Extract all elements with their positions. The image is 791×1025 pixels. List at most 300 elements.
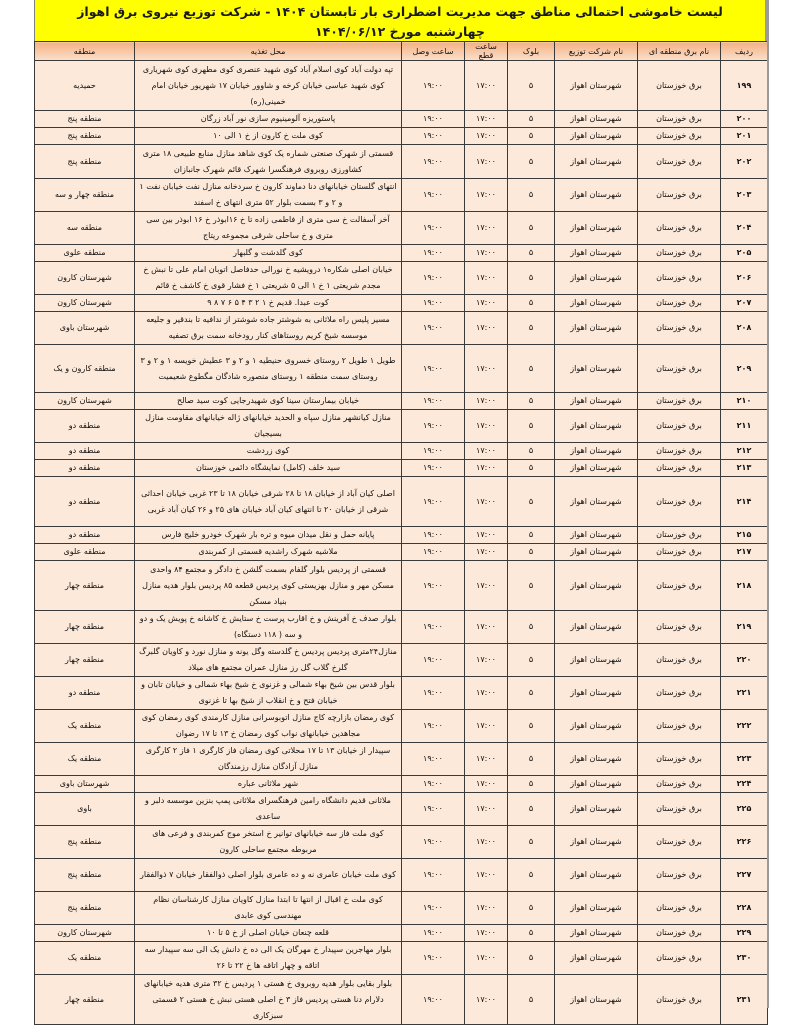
region-name: شهرستان باوی	[35, 776, 135, 793]
block-number: ۵	[508, 245, 555, 262]
feed-location: ملاشیه شهرک راشدیه قسمتی از کمربندی	[135, 544, 402, 561]
cut-time: ۱۷:۰۰	[465, 859, 508, 892]
table-row	[35, 611, 768, 644]
distribution-company: شهرستان اهواز	[555, 61, 638, 111]
table-row	[35, 245, 768, 262]
block-number: ۵	[508, 793, 555, 826]
distribution-company: شهرستان اهواز	[555, 477, 638, 527]
feed-location: سپیدار از خیابان ۱۳ تا ۱۷ محلاتی کوی رمضان فاز کارگری ۱ فاز ۲ کارگری منازل آزادگان منازل رزمندگان	[135, 743, 402, 776]
block-number: ۵	[508, 477, 555, 527]
table-row	[35, 710, 768, 743]
block-number: ۵	[508, 776, 555, 793]
region-name: منطقه چهار	[35, 644, 135, 677]
block-number: ۵	[508, 743, 555, 776]
feed-location: منازل۲۴متری پردیس پردیس خ گلدسته وگل یونه و منازل نورد و کاویان گلبرگ گلرخ گلاب گل رز منازل عمران مجتمع های میلاد	[135, 644, 402, 677]
feed-location: قلعه چنعان خیابان اصلی از خ ۵ تا ۱۰	[135, 925, 402, 942]
cut-time: ۱۷:۰۰	[465, 393, 508, 410]
row-number: ۲۲۸	[721, 892, 768, 925]
block-number: ۵	[508, 826, 555, 859]
cut-time: ۱۷:۰۰	[465, 975, 508, 1025]
connect-time: ۱۹:۰۰	[402, 611, 465, 644]
distribution-company: شهرستان اهواز	[555, 128, 638, 145]
connect-time: ۱۹:۰۰	[402, 826, 465, 859]
block-number: ۵	[508, 262, 555, 295]
regional-company: برق خوزستان	[638, 345, 721, 393]
feed-location: کوی ملت خیابان عامری نه و ده عامری بلوار اصلی ذوالفقار خیابان ۷ ذوالفقار	[135, 859, 402, 892]
page-edge-shadow	[767, 0, 769, 1008]
feed-location: قسمتی از شهرک صنعتی شماره یک کوی شاهد منازل منابع طبیعی ۱۸ متری کشاورزی روبروی فرهنگسرا شهرک قائم شهرک جانبازان	[135, 145, 402, 179]
region-name: منطقه یک	[35, 942, 135, 975]
connect-time: ۱۹:۰۰	[402, 544, 465, 561]
table-row	[35, 295, 768, 312]
table-row	[35, 677, 768, 710]
connect-time: ۱۹:۰۰	[402, 793, 465, 826]
block-number: ۵	[508, 443, 555, 460]
col-header-connect-time: ساعت وصل	[402, 42, 465, 61]
feed-location: اصلی کیان آباد از خیابان ۱۸ تا ۲۸ شرقی خیابان ۱۸ تا ۲۳ غربی خیابان احداثی شرقی از خیابان ۲۰ تا انتهای کیان آباد خیابان های ۲۵ و ۲۶ کیان آباد غربی	[135, 477, 402, 527]
table-row	[35, 212, 768, 245]
distribution-company: شهرستان اهواز	[555, 179, 638, 212]
regional-company: برق خوزستان	[638, 312, 721, 345]
cut-time: ۱۷:۰۰	[465, 61, 508, 111]
table-row	[35, 826, 768, 859]
cut-time: ۱۷:۰۰	[465, 345, 508, 393]
connect-time: ۱۹:۰۰	[402, 942, 465, 975]
region-name: منطقه دو	[35, 527, 135, 544]
cut-time: ۱۷:۰۰	[465, 410, 508, 443]
col-header-cut-time: ساعت قطع	[465, 42, 508, 61]
regional-company: برق خوزستان	[638, 561, 721, 611]
block-number: ۵	[508, 859, 555, 892]
regional-company: برق خوزستان	[638, 460, 721, 477]
table-row	[35, 925, 768, 942]
feed-location: کوی زردشت	[135, 443, 402, 460]
distribution-company: شهرستان اهواز	[555, 212, 638, 245]
title-banner	[34, 0, 767, 41]
feed-location: کوی ملت خ اقبال از انتها تا ابتدا منازل کاویان منازل کارشناسان نظام مهندسی کوی عابدی	[135, 892, 402, 925]
connect-time: ۱۹:۰۰	[402, 245, 465, 262]
distribution-company: شهرستان اهواز	[555, 544, 638, 561]
connect-time: ۱۹:۰۰	[402, 111, 465, 128]
connect-time: ۱۹:۰۰	[402, 443, 465, 460]
regional-company: برق خوزستان	[638, 212, 721, 245]
row-number: ۲۱۰	[721, 393, 768, 410]
feed-location: کوی گلدشت و گلبهار	[135, 245, 402, 262]
distribution-company: شهرستان اهواز	[555, 527, 638, 544]
region-name: شهرستان کارون	[35, 393, 135, 410]
cut-time: ۱۷:۰۰	[465, 561, 508, 611]
cut-time: ۱۷:۰۰	[465, 179, 508, 212]
regional-company: برق خوزستان	[638, 477, 721, 527]
cut-time: ۱۷:۰۰	[465, 710, 508, 743]
row-number: ۲۳۱	[721, 975, 768, 1025]
distribution-company: شهرستان اهواز	[555, 312, 638, 345]
block-number: ۵	[508, 345, 555, 393]
regional-company: برق خوزستان	[638, 975, 721, 1025]
table-row	[35, 111, 768, 128]
col-header-feed-location: محل تغذیه	[135, 42, 402, 61]
table-row	[35, 793, 768, 826]
region-name: منطقه چهار	[35, 561, 135, 611]
table-row	[35, 443, 768, 460]
connect-time: ۱۹:۰۰	[402, 561, 465, 611]
cut-time: ۱۷:۰۰	[465, 527, 508, 544]
table-row	[35, 544, 768, 561]
sheet-date: چهارشنبه مورخ ۱۴۰۴/۰۶/۱۲	[315, 24, 485, 39]
row-number: ۲۱۷	[721, 544, 768, 561]
regional-company: برق خوزستان	[638, 145, 721, 179]
region-name: منطقه چهار و سه	[35, 179, 135, 212]
cut-time: ۱۷:۰۰	[465, 544, 508, 561]
table-row	[35, 410, 768, 443]
row-number: ۲۰۹	[721, 345, 768, 393]
feed-location: کوی ملت فاز سه خیابانهای توانیر خ استخر موج کمربندی و فرعی های مربوطه مجتمع ساحلی کارون	[135, 826, 402, 859]
distribution-company: شهرستان اهواز	[555, 145, 638, 179]
row-number: ۲۲۲	[721, 710, 768, 743]
regional-company: برق خوزستان	[638, 826, 721, 859]
table-row	[35, 859, 768, 892]
block-number: ۵	[508, 212, 555, 245]
feed-location: بلوار صدف خ آفرینش و خ اقارب پرست خ ستایش خ کاشانه خ پویش یک و دو و سه ( ۱۱۸ دستگاه)	[135, 611, 402, 644]
feed-location: شهر ملاثانی عباره	[135, 776, 402, 793]
block-number: ۵	[508, 410, 555, 443]
block-number: ۵	[508, 179, 555, 212]
feed-location: ملاثانی قدیم دانشگاه رامین فرهنگسرای ملاثانی پمپ بنزین موسسه دلبر و ساعدی	[135, 793, 402, 826]
row-number: ۲۰۶	[721, 262, 768, 295]
table-body	[35, 61, 768, 1025]
connect-time: ۱۹:۰۰	[402, 892, 465, 925]
row-number: ۲۰۴	[721, 212, 768, 245]
connect-time: ۱۹:۰۰	[402, 859, 465, 892]
region-name: شهرستان کارون	[35, 295, 135, 312]
col-header-row: ردیف	[721, 42, 768, 61]
regional-company: برق خوزستان	[638, 544, 721, 561]
block-number: ۵	[508, 710, 555, 743]
table-row	[35, 312, 768, 345]
region-name: منطقه پنج	[35, 826, 135, 859]
row-number: ۲۰۷	[721, 295, 768, 312]
row-number: ۲۱۱	[721, 410, 768, 443]
row-number: ۲۲۶	[721, 826, 768, 859]
row-number: ۲۰۰	[721, 111, 768, 128]
connect-time: ۱۹:۰۰	[402, 345, 465, 393]
connect-time: ۱۹:۰۰	[402, 477, 465, 527]
distribution-company: شهرستان اهواز	[555, 793, 638, 826]
col-header-company: نام شرکت توزیع	[555, 42, 638, 61]
feed-location: مسیر پلیس راه ملاثانی به شوشتر جاده شوشتر از ندافیه تا بندقیر و جلیعه موسسه شیخ کریم روستاهای کنار رودخانه سمت برق تصفیه	[135, 312, 402, 345]
row-number: ۲۲۷	[721, 859, 768, 892]
regional-company: برق خوزستان	[638, 393, 721, 410]
regional-company: برق خوزستان	[638, 644, 721, 677]
regional-company: برق خوزستان	[638, 925, 721, 942]
row-number: ۲۲۵	[721, 793, 768, 826]
connect-time: ۱۹:۰۰	[402, 179, 465, 212]
block-number: ۵	[508, 677, 555, 710]
region-name: منطقه چهار	[35, 975, 135, 1025]
cut-time: ۱۷:۰۰	[465, 942, 508, 975]
row-number: ۲۱۳	[721, 460, 768, 477]
distribution-company: شهرستان اهواز	[555, 262, 638, 295]
regional-company: برق خوزستان	[638, 111, 721, 128]
table-header-row	[35, 42, 768, 61]
row-number: ۲۲۹	[721, 925, 768, 942]
sheet-title: لیست خاموشی احتمالی مناطق جهت مدیریت اضطراری بار تابستان ۱۴۰۴ - شرکت توزیع نیروی برق اهواز	[77, 4, 723, 19]
cut-time: ۱۷:۰۰	[465, 111, 508, 128]
distribution-company: شهرستان اهواز	[555, 892, 638, 925]
table-row	[35, 561, 768, 611]
regional-company: برق خوزستان	[638, 262, 721, 295]
connect-time: ۱۹:۰۰	[402, 527, 465, 544]
regional-company: برق خوزستان	[638, 61, 721, 111]
table-row	[35, 128, 768, 145]
regional-company: برق خوزستان	[638, 128, 721, 145]
feed-location: خیابان بیمارستان سینا کوی شهیدرجایی کوت سید صالح	[135, 393, 402, 410]
feed-location: بلوار قدس بین شیخ بهاء شمالی و غزنوی خ شیخ بهاء شمالی و خیابان تابان و خیابان فتح و خ انقلاب از شیخ بها تا غزنوی	[135, 677, 402, 710]
row-number: ۲۰۲	[721, 145, 768, 179]
connect-time: ۱۹:۰۰	[402, 295, 465, 312]
block-number: ۵	[508, 561, 555, 611]
connect-time: ۱۹:۰۰	[402, 743, 465, 776]
regional-company: برق خوزستان	[638, 611, 721, 644]
feed-location: کوی رمضان بازارچه کاج منازل اتوبوسرانی منازل کارمندی کوی رمضان کوی مجاهدین خیابانهای نواب کوی رمضان خ ۱۳ تا ۱۷ رضوان	[135, 710, 402, 743]
block-number: ۵	[508, 527, 555, 544]
connect-time: ۱۹:۰۰	[402, 312, 465, 345]
connect-time: ۱۹:۰۰	[402, 61, 465, 111]
connect-time: ۱۹:۰۰	[402, 677, 465, 710]
regional-company: برق خوزستان	[638, 942, 721, 975]
col-header-region: منطقه	[35, 42, 135, 61]
row-number: ۲۰۱	[721, 128, 768, 145]
distribution-company: شهرستان اهواز	[555, 925, 638, 942]
feed-location: پایانه حمل و نقل میدان میوه و تره بار شهرک خودرو خلیج فارس	[135, 527, 402, 544]
region-name: منطقه پنج	[35, 145, 135, 179]
distribution-company: شهرستان اهواز	[555, 410, 638, 443]
cut-time: ۱۷:۰۰	[465, 892, 508, 925]
distribution-company: شهرستان اهواز	[555, 942, 638, 975]
col-header-block: بلوک	[508, 42, 555, 61]
distribution-company: شهرستان اهواز	[555, 611, 638, 644]
cut-time: ۱۷:۰۰	[465, 677, 508, 710]
connect-time: ۱۹:۰۰	[402, 644, 465, 677]
distribution-company: شهرستان اهواز	[555, 460, 638, 477]
regional-company: برق خوزستان	[638, 443, 721, 460]
cut-time: ۱۷:۰۰	[465, 128, 508, 145]
regional-company: برق خوزستان	[638, 410, 721, 443]
connect-time: ۱۹:۰۰	[402, 410, 465, 443]
distribution-company: شهرستان اهواز	[555, 859, 638, 892]
cut-time: ۱۷:۰۰	[465, 312, 508, 345]
connect-time: ۱۹:۰۰	[402, 925, 465, 942]
table-row	[35, 345, 768, 393]
table-row	[35, 527, 768, 544]
region-name: شهرستان کارون	[35, 925, 135, 942]
distribution-company: شهرستان اهواز	[555, 677, 638, 710]
feed-location: تپه دولت آباد کوی اسلام آباد کوی شهید عنصری کوی مطهری کوی شهریاری کوی شهید عباسی خیابان کرخه و شاوور خیابان ۱۷ شهریور خیابان امام خمینی(ره)	[135, 61, 402, 111]
cut-time: ۱۷:۰۰	[465, 212, 508, 245]
distribution-company: شهرستان اهواز	[555, 743, 638, 776]
feed-location: قسمتی از پردیس بلوار گلفام بسمت گلشن خ دادگر و مجتمع ۸۴ واحدی مسکن مهر و منازل بهزیستی کوی پردیس قطعه ۸۵ پردیس بلوار هدیه منازل بنیاد مسکن	[135, 561, 402, 611]
row-number: ۲۰۵	[721, 245, 768, 262]
cut-time: ۱۷:۰۰	[465, 145, 508, 179]
block-number: ۵	[508, 644, 555, 677]
connect-time: ۱۹:۰۰	[402, 212, 465, 245]
cut-time: ۱۷:۰۰	[465, 460, 508, 477]
row-number: ۲۱۵	[721, 527, 768, 544]
distribution-company: شهرستان اهواز	[555, 826, 638, 859]
row-number: ۲۲۰	[721, 644, 768, 677]
regional-company: برق خوزستان	[638, 245, 721, 262]
region-name: منطقه چهار	[35, 611, 135, 644]
row-number: ۲۱۸	[721, 561, 768, 611]
region-name: منطقه یک	[35, 710, 135, 743]
distribution-company: شهرستان اهواز	[555, 345, 638, 393]
connect-time: ۱۹:۰۰	[402, 710, 465, 743]
row-number: ۲۱۲	[721, 443, 768, 460]
region-name: منطقه پنج	[35, 111, 135, 128]
region-name: منطقه سه	[35, 212, 135, 245]
region-name: منطقه یک	[35, 743, 135, 776]
region-name: منطقه دو	[35, 410, 135, 443]
table-row	[35, 743, 768, 776]
region-name: شهرستان باوی	[35, 312, 135, 345]
distribution-company: شهرستان اهواز	[555, 776, 638, 793]
distribution-company: شهرستان اهواز	[555, 295, 638, 312]
block-number: ۵	[508, 925, 555, 942]
cut-time: ۱۷:۰۰	[465, 925, 508, 942]
regional-company: برق خوزستان	[638, 892, 721, 925]
cut-time: ۱۷:۰۰	[465, 477, 508, 527]
region-name: منطقه دو	[35, 460, 135, 477]
table-row	[35, 644, 768, 677]
cut-time: ۱۷:۰۰	[465, 644, 508, 677]
connect-time: ۱۹:۰۰	[402, 128, 465, 145]
distribution-company: شهرستان اهواز	[555, 443, 638, 460]
table-row	[35, 262, 768, 295]
region-name: منطقه دو	[35, 477, 135, 527]
cut-time: ۱۷:۰۰	[465, 826, 508, 859]
table-row	[35, 477, 768, 527]
region-name: منطقه دو	[35, 677, 135, 710]
connect-time: ۱۹:۰۰	[402, 460, 465, 477]
feed-location: منازل کیانشهر منازل سپاه و الحدید خیابانهای ژاله خیابانهای مقاومت منازل بسیجیان	[135, 410, 402, 443]
table-row	[35, 460, 768, 477]
cut-time: ۱۷:۰۰	[465, 611, 508, 644]
distribution-company: شهرستان اهواز	[555, 393, 638, 410]
distribution-company: شهرستان اهواز	[555, 561, 638, 611]
regional-company: برق خوزستان	[638, 743, 721, 776]
feed-location: سید خلف (کامل) نمایشگاه دائمی خوزستان	[135, 460, 402, 477]
block-number: ۵	[508, 128, 555, 145]
region-name: حمیدیه	[35, 61, 135, 111]
region-name: منطقه کارون و یک	[35, 345, 135, 393]
regional-company: برق خوزستان	[638, 793, 721, 826]
table-row	[35, 145, 768, 179]
cut-time: ۱۷:۰۰	[465, 776, 508, 793]
distribution-company: شهرستان اهواز	[555, 111, 638, 128]
block-number: ۵	[508, 312, 555, 345]
block-number: ۵	[508, 145, 555, 179]
col-header-regional: نام برق منطقه ای	[638, 42, 721, 61]
cut-time: ۱۷:۰۰	[465, 295, 508, 312]
table-row	[35, 776, 768, 793]
regional-company: برق خوزستان	[638, 710, 721, 743]
outage-table	[34, 41, 768, 1025]
cut-time: ۱۷:۰۰	[465, 245, 508, 262]
distribution-company: شهرستان اهواز	[555, 710, 638, 743]
region-name: شهرستان کارون	[35, 262, 135, 295]
block-number: ۵	[508, 61, 555, 111]
region-name: منطقه پنج	[35, 892, 135, 925]
cut-time: ۱۷:۰۰	[465, 793, 508, 826]
region-name: منطقه پنج	[35, 128, 135, 145]
block-number: ۵	[508, 111, 555, 128]
feed-location: بلوار مهاجرین سپیدار خ مهرگان یک الی ده خ دانش یک الی سه سپیدار سه اتاقه و چهار اتاقه ها خ ۲۲ تا ۲۶	[135, 942, 402, 975]
region-name: منطقه پنج	[35, 859, 135, 892]
table-row	[35, 975, 768, 1025]
distribution-company: شهرستان اهواز	[555, 644, 638, 677]
block-number: ۵	[508, 460, 555, 477]
cut-time: ۱۷:۰۰	[465, 262, 508, 295]
block-number: ۵	[508, 544, 555, 561]
cut-time: ۱۷:۰۰	[465, 743, 508, 776]
block-number: ۵	[508, 942, 555, 975]
region-name: منطقه علوی	[35, 544, 135, 561]
regional-company: برق خوزستان	[638, 179, 721, 212]
connect-time: ۱۹:۰۰	[402, 975, 465, 1025]
regional-company: برق خوزستان	[638, 677, 721, 710]
feed-location: طویل ۱ طویل ۲ روستای خسروی حنیطیه ۱ و ۲ و ۳ عطیش خویسه ۱ و ۲ و ۳ روستای سمت منطقه ۱ روستای منصوره شادگان مگطوع شعیمیت	[135, 345, 402, 393]
feed-location: پاستوریزه آلومینیوم سازی نور آباد زرگان	[135, 111, 402, 128]
feed-location: کوت عبدا. قدیم خ ۱ ۲ ۳ ۴ ۵ ۶ ۷ ۸ ۹	[135, 295, 402, 312]
row-number: ۱۹۹	[721, 61, 768, 111]
feed-location: خیابان اصلی شکاره۱ درویشیه خ نورالی حدفاصل اتوبان امام علی تا نبش خ مجدم شریعتی ۱ خ ۱ الی ۵ شریعتی ۱ خ فشار قوی خ کاشف خ قائم	[135, 262, 402, 295]
feed-location: کوی ملت خ کارون از خ ۱ الی ۱۰	[135, 128, 402, 145]
table-row	[35, 892, 768, 925]
feed-location: انتهای گلستان خیابانهای دنا دماوند کارون خ سردخانه منازل نفت خیابان نفت ۱ و ۲ و ۳ بسمت بلوار ۵۲ متری انتهای خ اسفند	[135, 179, 402, 212]
row-number: ۲۱۹	[721, 611, 768, 644]
connect-time: ۱۹:۰۰	[402, 262, 465, 295]
region-name: باوی	[35, 793, 135, 826]
connect-time: ۱۹:۰۰	[402, 145, 465, 179]
table-row	[35, 179, 768, 212]
regional-company: برق خوزستان	[638, 776, 721, 793]
connect-time: ۱۹:۰۰	[402, 393, 465, 410]
region-name: منطقه علوی	[35, 245, 135, 262]
regional-company: برق خوزستان	[638, 295, 721, 312]
regional-company: برق خوزستان	[638, 527, 721, 544]
row-number: ۲۲۴	[721, 776, 768, 793]
feed-location: بلوار بقایی بلوار هدیه روبروی خ هستی ۱ پردیس خ ۳۲ متری هدیه خیابانهای دلارام دنا هستی پردیس فاز ۳ خ اصلی هستی نبش خ هستی ۲ قسمتی سبزکاری	[135, 975, 402, 1025]
table-row	[35, 393, 768, 410]
block-number: ۵	[508, 892, 555, 925]
cut-time: ۱۷:۰۰	[465, 443, 508, 460]
row-number: ۲۲۱	[721, 677, 768, 710]
feed-location: آخر آسفالت خ سی متری از فاطمی زاده تا خ ۱۶ابوذر خ ۱۶ ابوذر بین سی متری و خ ساحلی شرقی مجموعه ریتاج	[135, 212, 402, 245]
row-number: ۲۰۳	[721, 179, 768, 212]
row-number: ۲۲۳	[721, 743, 768, 776]
block-number: ۵	[508, 611, 555, 644]
row-number: ۲۰۸	[721, 312, 768, 345]
regional-company: برق خوزستان	[638, 859, 721, 892]
region-name: منطقه دو	[35, 443, 135, 460]
table-row	[35, 61, 768, 111]
block-number: ۵	[508, 393, 555, 410]
outage-sheet	[34, 0, 767, 1025]
row-number: ۲۱۴	[721, 477, 768, 527]
table-row	[35, 942, 768, 975]
distribution-company: شهرستان اهواز	[555, 975, 638, 1025]
distribution-company: شهرستان اهواز	[555, 245, 638, 262]
